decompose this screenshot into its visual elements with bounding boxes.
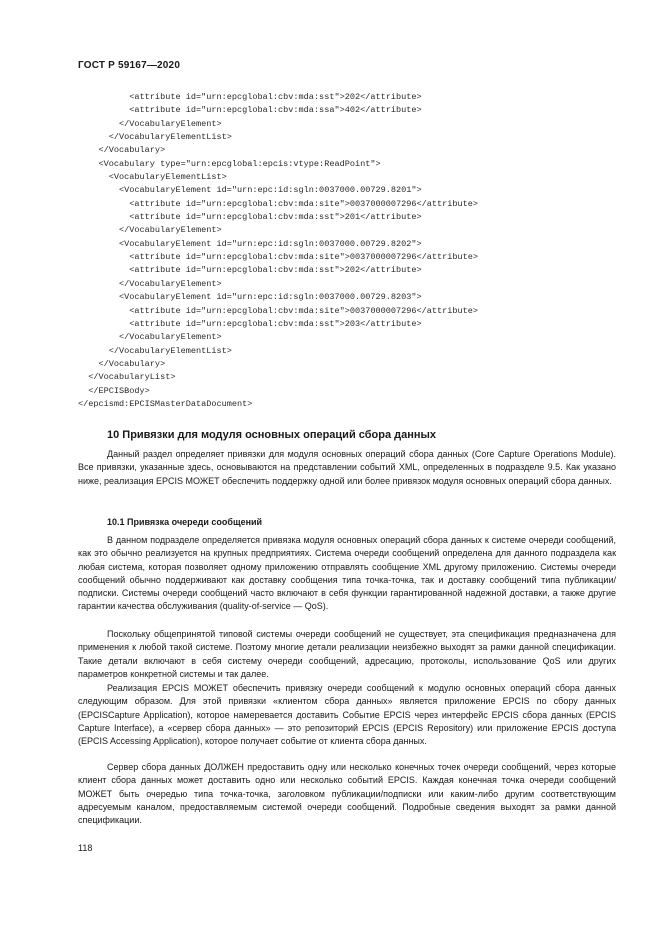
code-line: <attribute id="urn:epcglobal:cbv:mda:site">0037000007296</attribute>	[78, 252, 479, 263]
code-line: <attribute id="urn:epcglobal:cbv:mda:ssa">402</attribute>	[78, 105, 422, 116]
code-line: <attribute id="urn:epcglobal:cbv:mda:sst">203</attribute>	[78, 318, 422, 329]
code-line: </Vocabulary>	[78, 145, 166, 156]
standard-designation: ГОСТ Р 59167—2020	[78, 60, 181, 71]
section-heading: 10 Привязки для модуля основных операций сбора данных	[107, 429, 437, 441]
body-paragraph: Поскольку общепринятой типовой системы очереди сообщений не существует, эта спецификация предназначена для применения к любой такой системе. Поэтому многие детали реализации неизбежно выходят за рамки данной спецификации. Такие детали включают в себя систему очереди сообщений, адресацию, протоколы, использование QoS или других параметров конкретной системы и так далее.	[78, 629, 616, 679]
code-line: </VocabularyElement>	[78, 332, 222, 343]
code-line: </VocabularyElementList>	[78, 345, 232, 356]
code-line: </VocabularyElement>	[78, 118, 222, 129]
code-line: </Vocabulary>	[78, 358, 166, 369]
code-line: </VocabularyElement>	[78, 225, 222, 236]
code-line: <VocabularyElement id="urn:epc:id:sgln:0037000.00729.8203">	[78, 292, 422, 303]
code-line: <Vocabulary type="urn:epcglobal:epcis:vtype:ReadPoint">	[78, 158, 381, 169]
code-line: </VocabularyList>	[78, 372, 176, 383]
code-line: </VocabularyElementList>	[78, 132, 232, 143]
body-paragraph: Реализация EPCIS МОЖЕТ обеспечить привязку очереди сообщений к модулю основных операций сбора данных следующим образом. Для этой привязки «клиентом сбора данных» является приложение EPCIS по сбору данных (EPCISCapture Application), которое намеревается доставить Событие EPCIS через интерфейс EPCIS сбора данных (EPCIS Capture Interface), а «сервер сбора данных» — это репозиторий EPCIS (EPCIS Repository) или приложение EPCIS доступа (EPCIS Accessing Application), которое получает событие от клиента сбора данных.	[78, 683, 616, 747]
code-line: </EPCISBody>	[78, 385, 150, 396]
code-line: <VocabularyElement id="urn:epc:id:sgln:0037000.00729.8201">	[78, 185, 422, 196]
code-line: <attribute id="urn:epcglobal:cbv:mda:sst">202</attribute>	[78, 92, 422, 102]
code-line: <attribute id="urn:epcglobal:cbv:mda:sst">201</attribute>	[78, 212, 422, 223]
code-line: <attribute id="urn:epcglobal:cbv:mda:site">0037000007296</attribute>	[78, 198, 479, 209]
page-number: 118	[78, 843, 93, 853]
xml-code-block	[78, 91, 638, 411]
code-line: <VocabularyElement id="urn:epc:id:sgln:0037000.00729.8202">	[78, 238, 422, 249]
code-line: <attribute id="urn:epcglobal:cbv:mda:site">0037000007296</attribute>	[78, 305, 479, 316]
body-paragraph: В данном подразделе определяется привязка модуля основных операций сбора данных к системе очереди сообщений, как это обычно реализуется на крупных предприятиях. Система очереди сообщений определена для данного подраздела как любая система, которая позволяет одному приложению отправлять сообщение XML другому приложению. Системы очереди сообщений обычно поддерживают как доставку сообщения типа точка-точка, так и доставку сообщений типа публикации/подписки. Системы очереди сообщений часто включают в себя функции гарантированной надежной доставки, а также другие гарантии качества обслуживания (quality-of-service — QoS).	[78, 535, 616, 612]
code-line: </epcismd:EPCISMasterDataDocument>	[78, 398, 253, 409]
section-intro-paragraph: Данный раздел определяет привязки для модуля основных операций сбора данных (Core Capture Operations Module). Все привязки, указанные здесь, основываются на представлении событий XML, определенных в подразделе 9.5. Как указано ниже, реализация EPCIS МОЖЕТ обеспечить поддержку одной или более привязок модуля основных операций сбора данных.	[78, 449, 616, 486]
body-paragraph: Сервер сбора данных ДОЛЖЕН предоставить одну или несколько конечных точек очереди сообщений, через которые клиент сбора данных может доставить одно или несколько событий EPCIS. Каждая конечная точка очереди сообщений МОЖЕТ быть очередью типа точка-точка, заголовком публикации/подписки или каким-либо другим соответствующим адресуемым каналом, предоставляемым системой очереди сообщений. Подробные сведения выходят за рамки данной спецификации.	[78, 762, 616, 826]
subsection-heading: 10.1 Привязка очереди сообщений	[107, 517, 263, 527]
code-line: <VocabularyElementList>	[78, 172, 227, 183]
code-line: </VocabularyElement>	[78, 278, 222, 289]
code-line: <attribute id="urn:epcglobal:cbv:mda:sst">202</attribute>	[78, 265, 422, 276]
